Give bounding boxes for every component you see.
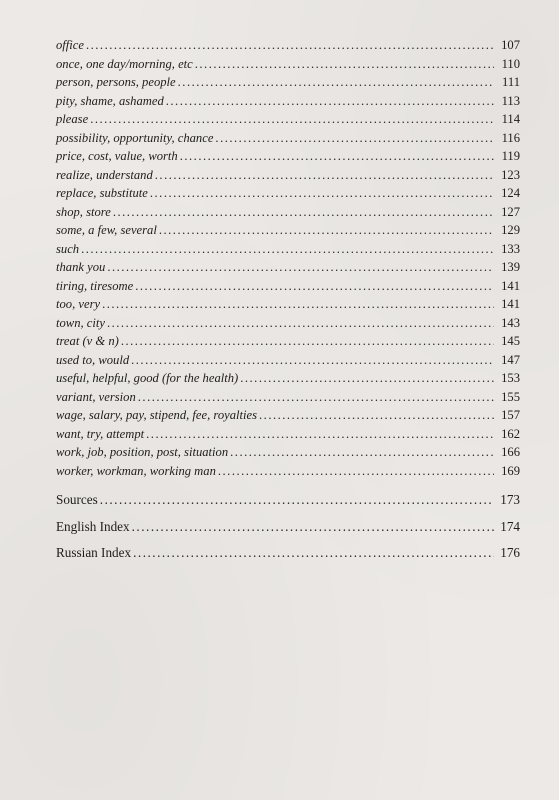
- dot-leader: [180, 147, 494, 166]
- dot-leader: [218, 462, 494, 481]
- toc-term: replace, substitute: [56, 186, 148, 200]
- toc-page-number: 116: [501, 130, 520, 145]
- dot-leader: [146, 425, 494, 444]
- toc-entry[interactable]: [56, 332, 520, 351]
- toc-entry[interactable]: [56, 36, 520, 55]
- toc-entry[interactable]: [56, 277, 520, 296]
- dot-leader: [133, 540, 494, 567]
- toc-entry[interactable]: [56, 443, 520, 462]
- dot-leader: [90, 110, 494, 129]
- dot-leader: [113, 203, 494, 222]
- toc-term: thank you: [56, 260, 106, 274]
- toc-page-number: 141: [501, 297, 520, 311]
- toc-page-number: 133: [501, 241, 520, 256]
- toc-page-number: 157: [501, 408, 520, 422]
- toc-entry[interactable]: [56, 166, 520, 185]
- toc-entry[interactable]: [56, 73, 520, 92]
- toc-entry[interactable]: [56, 425, 520, 444]
- dot-leader: [195, 55, 494, 74]
- toc-page-number: 145: [501, 334, 520, 348]
- toc-term: work, job, position, post, situation: [56, 445, 229, 459]
- toc-page-number: 119: [501, 149, 520, 163]
- toc-entry[interactable]: [56, 92, 520, 111]
- toc-entry[interactable]: [56, 203, 520, 222]
- dot-leader: [121, 332, 494, 351]
- toc-term: treat (v & n): [56, 334, 119, 348]
- toc-entry[interactable]: [56, 221, 520, 240]
- toc-page-number: 147: [501, 352, 520, 367]
- toc-term: Sources: [56, 492, 98, 507]
- toc-page-number: 143: [501, 315, 520, 330]
- toc-entries: [56, 36, 520, 480]
- toc-term: tiring, tiresome: [56, 278, 134, 293]
- toc-page-number: 127: [501, 204, 520, 219]
- toc-term: want, try, attempt: [56, 426, 145, 441]
- toc-page-number: 139: [501, 260, 520, 274]
- dot-leader: [107, 314, 494, 333]
- toc-term: some, a few, several: [56, 223, 157, 237]
- toc-entry[interactable]: [56, 351, 520, 370]
- dot-leader: [81, 240, 494, 259]
- toc-term: wage, salary, pay, stipend, fee, royalties: [56, 408, 258, 422]
- toc-entry[interactable]: [56, 388, 520, 407]
- toc-term: shop, store: [56, 204, 111, 219]
- toc-term: person, persons, people: [56, 75, 176, 89]
- toc-entry[interactable]: [56, 314, 520, 333]
- toc-entry[interactable]: [56, 147, 520, 166]
- toc-sections: [56, 487, 520, 567]
- toc-entry[interactable]: [56, 258, 520, 277]
- toc-section-entry[interactable]: [56, 540, 520, 567]
- toc-page-number: 124: [501, 186, 520, 200]
- dot-leader: [178, 73, 494, 92]
- toc-section-entry[interactable]: [56, 487, 520, 514]
- toc-term: pity, shame, ashamed: [56, 93, 164, 108]
- toc-term: office: [56, 38, 84, 52]
- toc-term: once, one day/morning, etc: [56, 56, 193, 71]
- toc-entry[interactable]: [56, 110, 520, 129]
- toc-section-entry[interactable]: [56, 514, 520, 541]
- toc-page-number: 174: [500, 518, 520, 534]
- toc-entry[interactable]: [56, 369, 520, 388]
- dot-leader: [131, 351, 494, 370]
- toc-entry[interactable]: [56, 295, 520, 314]
- dot-leader: [259, 406, 494, 425]
- dot-leader: [86, 36, 494, 55]
- toc-term: price, cost, value, worth: [56, 149, 178, 163]
- dot-leader: [138, 388, 494, 407]
- toc-term: useful, helpful, good (for the health): [56, 371, 239, 385]
- toc-term: please: [56, 112, 89, 126]
- dot-leader: [135, 277, 494, 296]
- dot-leader: [102, 295, 494, 314]
- dot-leader: [100, 487, 494, 514]
- toc-page-number: 114: [501, 112, 520, 126]
- toc-page-number: 162: [501, 426, 520, 441]
- dot-leader: [240, 369, 494, 388]
- toc-page-number: 173: [500, 492, 520, 507]
- toc-page-number: 111: [502, 75, 520, 89]
- toc-page-number: 129: [501, 223, 520, 237]
- dot-leader: [230, 443, 494, 462]
- toc-page-number: 169: [501, 463, 520, 478]
- toc-entry[interactable]: [56, 406, 520, 425]
- toc-page-number: 123: [501, 167, 520, 182]
- toc-term: Russian Index: [56, 545, 132, 560]
- toc-page-number: 176: [500, 545, 520, 560]
- toc-page-number: 107: [501, 38, 520, 52]
- toc-entry[interactable]: [56, 240, 520, 259]
- toc-term: variant, version: [56, 389, 136, 404]
- toc-term: possibility, opportunity, chance: [56, 130, 214, 145]
- toc-term: such: [56, 241, 80, 256]
- toc-page-number: 153: [501, 371, 520, 385]
- toc-page-number: 110: [501, 56, 520, 71]
- toc-term: too, very: [56, 297, 101, 311]
- dot-leader: [132, 514, 494, 541]
- toc-entry[interactable]: [56, 55, 520, 74]
- dot-leader: [150, 184, 494, 203]
- toc-term: worker, workman, working man: [56, 463, 216, 478]
- toc-entry[interactable]: [56, 184, 520, 203]
- dot-leader: [166, 92, 494, 111]
- dot-leader: [159, 221, 494, 240]
- toc-page-number: 155: [501, 389, 520, 404]
- dot-leader: [107, 258, 494, 277]
- toc-entry[interactable]: [56, 129, 520, 148]
- toc-page-number: 141: [501, 278, 520, 293]
- table-of-contents: [56, 36, 520, 567]
- toc-term: town, city: [56, 315, 105, 330]
- toc-term: used to, would: [56, 352, 130, 367]
- dot-leader: [155, 166, 494, 185]
- toc-term: English Index: [56, 518, 130, 534]
- toc-page-number: 113: [501, 93, 520, 108]
- spacer: [56, 480, 520, 487]
- toc-term: realize, understand: [56, 167, 153, 182]
- toc-entry[interactable]: [56, 462, 520, 481]
- toc-page-number: 166: [501, 445, 520, 459]
- dot-leader: [215, 129, 494, 148]
